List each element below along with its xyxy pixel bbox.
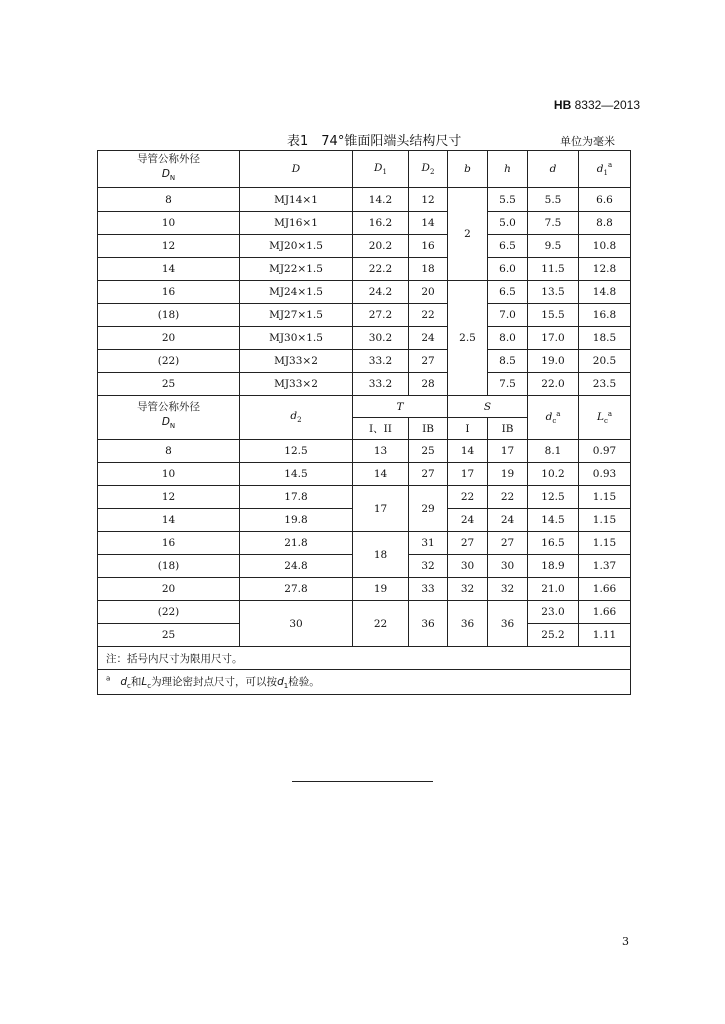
cell2-d2: 17.8 bbox=[240, 486, 353, 509]
cell-D: MJ20×1.5 bbox=[240, 235, 353, 258]
cell2-d2: 27.8 bbox=[240, 578, 353, 601]
header-D: D bbox=[240, 151, 353, 188]
cell2-T2: 32 bbox=[409, 555, 448, 578]
cell-D: MJ14×1 bbox=[240, 188, 353, 212]
cell2-T1-merged: 18 bbox=[353, 532, 409, 578]
cell2-T1: 13 bbox=[353, 440, 409, 463]
table1-header-row bbox=[98, 151, 631, 188]
footnote-a: $^a$ $d_c$和$L_c$为理论密封点尺寸，可以按$d_1$检验。 bbox=[98, 670, 631, 695]
cell2-d2: 24.8 bbox=[240, 555, 353, 578]
cell-d1: 10.8 bbox=[579, 235, 631, 258]
cell-D2: 14 bbox=[409, 212, 448, 235]
cell-D1: 33.2 bbox=[353, 373, 409, 396]
cell2-dn: 12 bbox=[98, 486, 240, 509]
cell-D2: 22 bbox=[409, 304, 448, 327]
cell2-T2-merged: 36 bbox=[409, 601, 448, 647]
cell-h: 5.5 bbox=[488, 188, 528, 212]
end-rule bbox=[292, 781, 433, 782]
cell2-lc: 1.11 bbox=[579, 624, 631, 647]
note-row bbox=[98, 647, 631, 670]
table-row bbox=[98, 440, 631, 463]
header-dn: 导管公称外径 $D_N$ bbox=[98, 151, 240, 188]
header2-dc: $d_c^a$ bbox=[528, 396, 579, 440]
cell-dn: 14 bbox=[98, 258, 240, 281]
cell2-S1-merged: 36 bbox=[448, 601, 488, 647]
cell-dn: (22) bbox=[98, 350, 240, 373]
cell-d: 17.0 bbox=[528, 327, 579, 350]
cell2-S2: 24 bbox=[488, 509, 528, 532]
cell2-d2-merged: 30 bbox=[240, 601, 353, 647]
cell-b-group2: 2.5 bbox=[448, 281, 488, 396]
cell-D: MJ30×1.5 bbox=[240, 327, 353, 350]
cell-d1: 12.8 bbox=[579, 258, 631, 281]
table-row bbox=[98, 578, 631, 601]
cell-d: 9.5 bbox=[528, 235, 579, 258]
cell2-lc: 1.15 bbox=[579, 509, 631, 532]
cell-D1: 27.2 bbox=[353, 304, 409, 327]
cell2-T2: 27 bbox=[409, 463, 448, 486]
cell2-lc: 1.66 bbox=[579, 578, 631, 601]
header2-T-IB: IB bbox=[409, 418, 448, 440]
header-h: h bbox=[488, 151, 528, 188]
cell2-S2: 30 bbox=[488, 555, 528, 578]
cell-d: 13.5 bbox=[528, 281, 579, 304]
table-row bbox=[98, 281, 631, 304]
cell-d: 22.0 bbox=[528, 373, 579, 396]
cell2-dc: 10.2 bbox=[528, 463, 579, 486]
cell2-d2: 14.5 bbox=[240, 463, 353, 486]
cell-h: 8.5 bbox=[488, 350, 528, 373]
cell2-S2: 22 bbox=[488, 486, 528, 509]
cell-h: 6.0 bbox=[488, 258, 528, 281]
header-d1: $d_1^a$ bbox=[579, 151, 631, 188]
header2-S-IB: IB bbox=[488, 418, 528, 440]
cell-D1: 30.2 bbox=[353, 327, 409, 350]
cell-dn: 10 bbox=[98, 212, 240, 235]
cell2-S1: 17 bbox=[448, 463, 488, 486]
cell2-T2: 25 bbox=[409, 440, 448, 463]
dimension-table bbox=[97, 150, 631, 695]
cell2-S2: 27 bbox=[488, 532, 528, 555]
cell2-T1: 19 bbox=[353, 578, 409, 601]
header2-Lc: $L_c^a$ bbox=[579, 396, 631, 440]
cell2-lc: 1.15 bbox=[579, 532, 631, 555]
cell2-S1: 30 bbox=[448, 555, 488, 578]
cell2-dn: 14 bbox=[98, 509, 240, 532]
header-D1: $D_1$ bbox=[353, 151, 409, 188]
unit-note: 单位为毫米 bbox=[560, 135, 615, 148]
header2-dn: 导管公称外径 $D_N$ bbox=[98, 396, 240, 440]
cell-dn: 25 bbox=[98, 373, 240, 396]
header2-T: T bbox=[353, 396, 448, 418]
page-number: 3 bbox=[622, 935, 629, 948]
cell-D2: 16 bbox=[409, 235, 448, 258]
cell-d: 19.0 bbox=[528, 350, 579, 373]
cell-dn: 8 bbox=[98, 188, 240, 212]
cell2-dc: 12.5 bbox=[528, 486, 579, 509]
cell2-dn: 25 bbox=[98, 624, 240, 647]
header2-S: S bbox=[448, 396, 528, 418]
cell2-d2: 21.8 bbox=[240, 532, 353, 555]
cell-D: MJ27×1.5 bbox=[240, 304, 353, 327]
cell-D2: 27 bbox=[409, 350, 448, 373]
cell2-S1: 14 bbox=[448, 440, 488, 463]
table-row bbox=[98, 463, 631, 486]
cell-d: 5.5 bbox=[528, 188, 579, 212]
cell-dn: 20 bbox=[98, 327, 240, 350]
standard-number: HB 8332—2013 bbox=[553, 98, 640, 112]
cell-d1: 16.8 bbox=[579, 304, 631, 327]
cell-d1: 18.5 bbox=[579, 327, 631, 350]
cell-b-group1: 2 bbox=[448, 188, 488, 281]
table-row bbox=[98, 601, 631, 624]
cell2-d2: 12.5 bbox=[240, 440, 353, 463]
cell2-lc: 1.37 bbox=[579, 555, 631, 578]
cell-D: MJ33×2 bbox=[240, 373, 353, 396]
cell-D1: 22.2 bbox=[353, 258, 409, 281]
cell-D2: 20 bbox=[409, 281, 448, 304]
cell-d1: 14.8 bbox=[579, 281, 631, 304]
cell-D2: 24 bbox=[409, 327, 448, 350]
cell-D2: 18 bbox=[409, 258, 448, 281]
cell2-lc: 0.97 bbox=[579, 440, 631, 463]
table-row bbox=[98, 327, 631, 350]
cell-D1: 24.2 bbox=[353, 281, 409, 304]
header-d: d bbox=[528, 151, 579, 188]
cell2-S2: 19 bbox=[488, 463, 528, 486]
cell-d1: 23.5 bbox=[579, 373, 631, 396]
cell-D2: 12 bbox=[409, 188, 448, 212]
cell2-S2: 32 bbox=[488, 578, 528, 601]
cell2-dn: 20 bbox=[98, 578, 240, 601]
cell2-T1: 14 bbox=[353, 463, 409, 486]
cell-D1: 16.2 bbox=[353, 212, 409, 235]
cell2-dc: 14.5 bbox=[528, 509, 579, 532]
cell2-dc: 21.0 bbox=[528, 578, 579, 601]
cell-d1: 8.8 bbox=[579, 212, 631, 235]
cell2-dn: 10 bbox=[98, 463, 240, 486]
cell2-S2-merged: 36 bbox=[488, 601, 528, 647]
cell2-T2-merged: 29 bbox=[409, 486, 448, 532]
cell2-lc: 1.15 bbox=[579, 486, 631, 509]
header2-d2: $d_2$ bbox=[240, 396, 353, 440]
cell2-T2: 31 bbox=[409, 532, 448, 555]
table-row bbox=[98, 350, 631, 373]
header-D2: $D_2$ bbox=[409, 151, 448, 188]
cell2-S1: 24 bbox=[448, 509, 488, 532]
cell2-S1: 27 bbox=[448, 532, 488, 555]
table-row bbox=[98, 373, 631, 396]
cell-D1: 33.2 bbox=[353, 350, 409, 373]
cell2-dn: 16 bbox=[98, 532, 240, 555]
cell2-dn: (22) bbox=[98, 601, 240, 624]
cell-D: MJ24×1.5 bbox=[240, 281, 353, 304]
cell-d: 11.5 bbox=[528, 258, 579, 281]
note-restricted-sizes: 注：括号内尺寸为限用尺寸。 bbox=[98, 647, 631, 670]
table-row bbox=[98, 532, 631, 555]
cell2-dc: 25.2 bbox=[528, 624, 579, 647]
table-row bbox=[98, 258, 631, 281]
header-b: b bbox=[448, 151, 488, 188]
table-row bbox=[98, 486, 631, 509]
cell2-d2: 19.8 bbox=[240, 509, 353, 532]
cell-h: 6.5 bbox=[488, 281, 528, 304]
cell-h: 7.0 bbox=[488, 304, 528, 327]
cell-h: 7.5 bbox=[488, 373, 528, 396]
cell-dn: 12 bbox=[98, 235, 240, 258]
cell2-lc: 0.93 bbox=[579, 463, 631, 486]
cell-D: MJ33×2 bbox=[240, 350, 353, 373]
cell2-dc: 23.0 bbox=[528, 601, 579, 624]
cell2-T2: 33 bbox=[409, 578, 448, 601]
cell2-lc: 1.66 bbox=[579, 601, 631, 624]
cell-h: 6.5 bbox=[488, 235, 528, 258]
cell2-T1-merged: 17 bbox=[353, 486, 409, 532]
cell-d1: 20.5 bbox=[579, 350, 631, 373]
cell-D2: 28 bbox=[409, 373, 448, 396]
cell2-dn: 8 bbox=[98, 440, 240, 463]
cell-h: 8.0 bbox=[488, 327, 528, 350]
table-row bbox=[98, 304, 631, 327]
cell-dn: 16 bbox=[98, 281, 240, 304]
table-row bbox=[98, 212, 631, 235]
header2-T-I-II: I、II bbox=[353, 418, 409, 440]
cell-dn: (18) bbox=[98, 304, 240, 327]
cell-d: 7.5 bbox=[528, 212, 579, 235]
cell-D: MJ22×1.5 bbox=[240, 258, 353, 281]
cell2-dc: 16.5 bbox=[528, 532, 579, 555]
cell-D1: 20.2 bbox=[353, 235, 409, 258]
table2-header-row bbox=[98, 396, 631, 418]
cell-d: 15.5 bbox=[528, 304, 579, 327]
cell-d1: 6.6 bbox=[579, 188, 631, 212]
cell-D: MJ16×1 bbox=[240, 212, 353, 235]
header2-S-I: I bbox=[448, 418, 488, 440]
cell-D1: 14.2 bbox=[353, 188, 409, 212]
cell2-dc: 8.1 bbox=[528, 440, 579, 463]
cell-h: 5.0 bbox=[488, 212, 528, 235]
cell2-S1: 22 bbox=[448, 486, 488, 509]
cell2-T1-merged: 22 bbox=[353, 601, 409, 647]
footnote-row bbox=[98, 670, 631, 695]
table-row bbox=[98, 188, 631, 212]
cell2-dc: 18.9 bbox=[528, 555, 579, 578]
table-row bbox=[98, 235, 631, 258]
cell2-S1: 32 bbox=[448, 578, 488, 601]
cell2-S2: 17 bbox=[488, 440, 528, 463]
cell2-dn: (18) bbox=[98, 555, 240, 578]
